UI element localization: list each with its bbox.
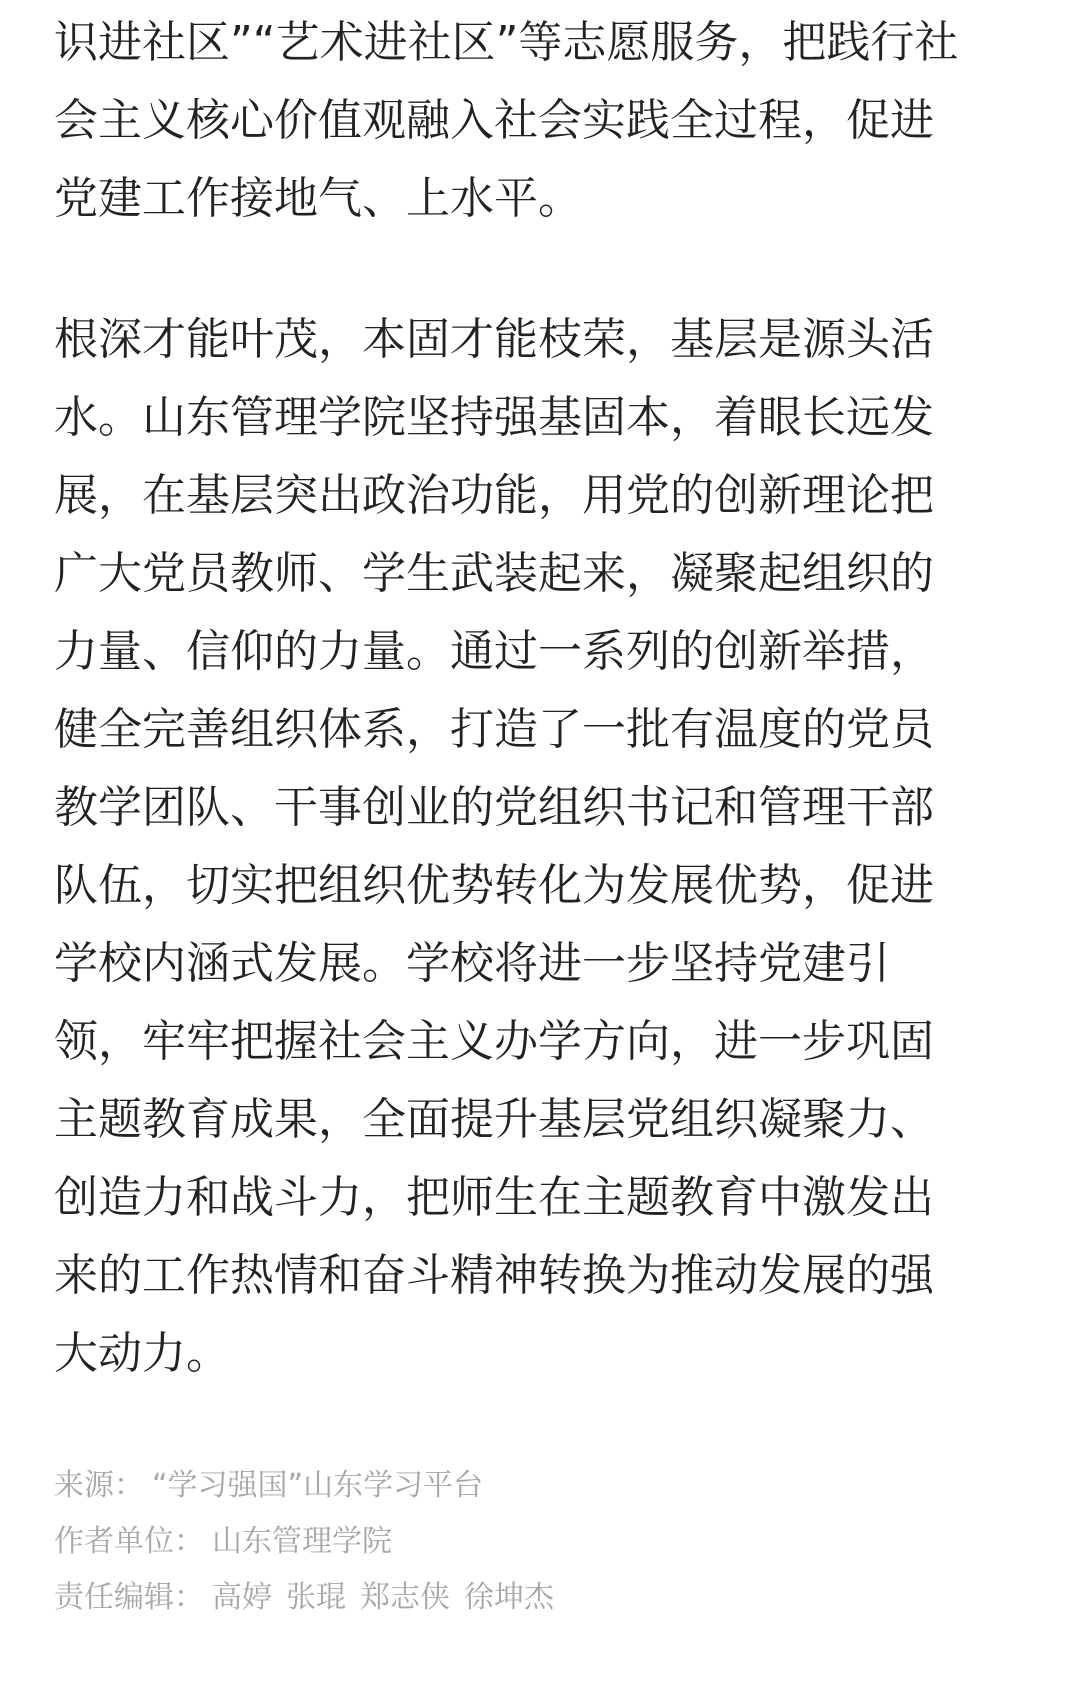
paragraph-line: 教学团队、干事创业的党组织书记和管理干部 xyxy=(54,782,934,833)
paragraph-line: 根深才能叶茂，本固才能枝荣，基层是源头活 xyxy=(54,314,934,365)
paragraph-line: 党建工作接地气、上水平。 xyxy=(54,173,582,224)
paragraph-line: 来的工作热情和奋斗精神转换为推动发展的强 xyxy=(54,1250,934,1301)
article-paragraph-1 xyxy=(54,4,958,238)
editor-name: 徐坤杰 xyxy=(464,1580,554,1615)
paragraph-line: 广大党员教师、学生武装起来，凝聚起组织的 xyxy=(54,548,934,599)
editor-name: 高婷 xyxy=(212,1580,272,1615)
paragraph-line: 展，在基层突出政治功能，用党的创新理论把 xyxy=(54,470,934,521)
source-value: “学习强国”山东学习平台 xyxy=(152,1468,484,1503)
paragraph-line: 识进社区”“艺术进社区”等志愿服务，把践行社 xyxy=(54,17,959,68)
editor-name: 郑志侠 xyxy=(360,1580,450,1615)
source-label: 来源： xyxy=(54,1468,144,1503)
paragraph-line: 力量、信仰的力量。通过一系列的创新举措， xyxy=(54,626,934,677)
editor-name: 张琨 xyxy=(286,1580,346,1615)
article-paragraph-2 xyxy=(54,301,934,1393)
source-line xyxy=(54,1466,483,1506)
paragraph-line: 学校内涵式发展。学校将进一步坚持党建引 xyxy=(54,938,890,989)
editor-line xyxy=(54,1578,568,1618)
paragraph-line: 会主义核心价值观融入社会实践全过程，促进 xyxy=(54,95,934,146)
paragraph-line: 主题教育成果，全面提升基层党组织凝聚力、 xyxy=(54,1094,934,1145)
paragraph-line: 健全完善组织体系，打造了一批有温度的党员 xyxy=(54,704,934,755)
paragraph-line: 队伍，切实把组织优势转化为发展优势，促进 xyxy=(54,860,934,911)
author-line xyxy=(54,1522,392,1562)
author-value: 山东管理学院 xyxy=(212,1524,392,1559)
paragraph-line: 领，牢牢把握社会主义办学方向，进一步巩固 xyxy=(54,1016,934,1067)
editor-label: 责任编辑： xyxy=(54,1580,204,1615)
author-label: 作者单位： xyxy=(54,1524,204,1559)
paragraph-line: 创造力和战斗力，把师生在主题教育中激发出 xyxy=(54,1172,934,1223)
paragraph-line: 水。山东管理学院坚持强基固本，着眼长远发 xyxy=(54,392,934,443)
paragraph-line: 大动力。 xyxy=(54,1328,230,1379)
